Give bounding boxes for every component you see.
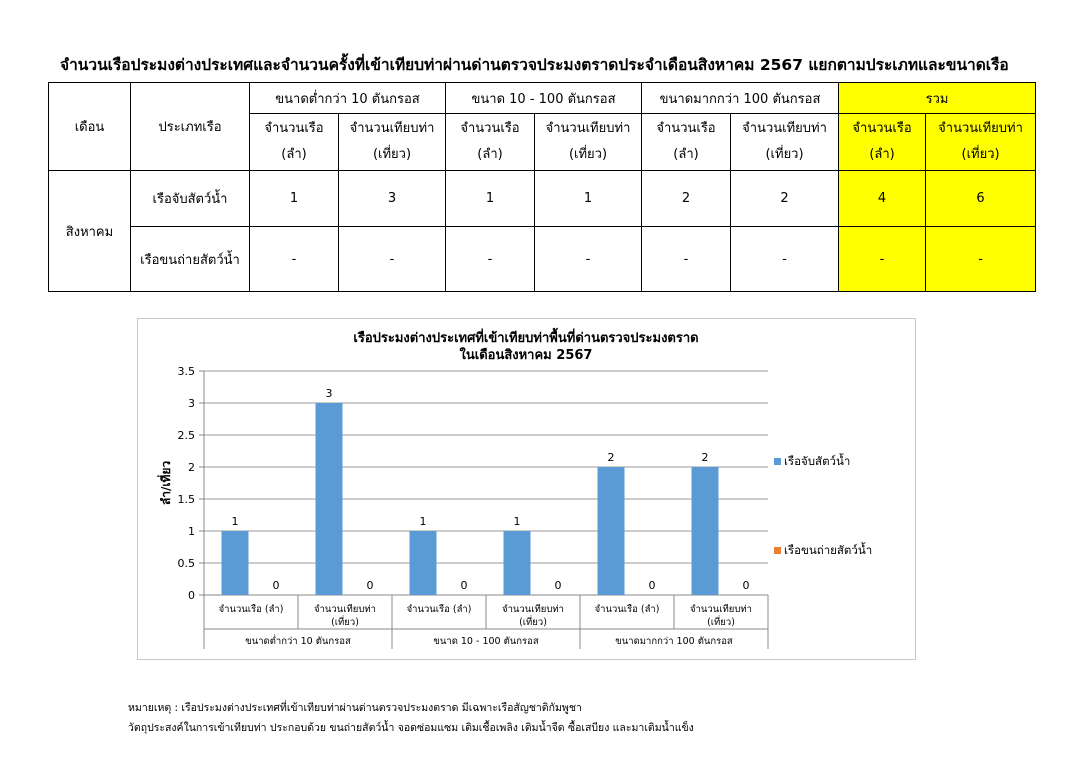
- subheader-trips: จำนวนเทียบท่า (เที่ยว): [731, 114, 839, 171]
- table-cell: -: [535, 227, 642, 292]
- y-tick-label: 2.5: [177, 429, 195, 442]
- table-cell: -: [446, 227, 535, 292]
- bar: [692, 467, 719, 595]
- x-tick-label: จำนวนเทียบท่า: [502, 604, 564, 615]
- table-cell: 2: [731, 171, 839, 227]
- x-tick-label: จำนวนเรือ (ลำ): [218, 604, 284, 615]
- chart-title: เรือประมงต่างประเทศที่เข้าเทียบท่าพื้นที่ด่านตรวจประมงตราด: [353, 331, 699, 346]
- group-label: ขนาด 10 - 100 ตันกรอส: [433, 636, 539, 647]
- table-cell: 1: [446, 171, 535, 227]
- data-label: 0: [366, 579, 374, 592]
- type-cell: เรือขนถ่ายสัตว์น้ำ: [131, 227, 250, 292]
- group-label: ขนาดต่ำกว่า 10 ตันกรอส: [245, 636, 351, 647]
- header-month: เดือน: [49, 83, 131, 171]
- total-cell: -: [839, 227, 926, 292]
- subheader-boats: จำนวนเรือ (ลำ): [642, 114, 731, 171]
- data-label: 2: [701, 451, 709, 464]
- note-line-1: หมายเหตุ : เรือประมงต่างประเทศที่เข้าเทียบท่าผ่านด่านตรวจประมงตราด มีเฉพาะเรือสัญชาติกัมพูชา: [128, 702, 582, 714]
- table-cell: 3: [339, 171, 446, 227]
- y-tick-label: 3: [188, 397, 195, 410]
- summary-table: [48, 82, 1036, 292]
- legend-label: เรือขนถ่ายสัตว์น้ำ: [784, 543, 873, 557]
- x-tick-label: จำนวนเรือ (ลำ): [406, 604, 472, 615]
- table-cell: 1: [250, 171, 339, 227]
- y-axis-label: ลำ/เที่ยว: [159, 460, 173, 506]
- bar: [316, 403, 343, 595]
- bar: [410, 531, 437, 595]
- total-cell: 6: [926, 171, 1036, 227]
- subheader-total-trips: จำนวนเทียบท่า (เที่ยว): [926, 114, 1036, 171]
- subheader-boats: จำนวนเรือ (ลำ): [250, 114, 339, 171]
- x-tick-label: (เที่ยว): [519, 617, 547, 628]
- table-cell: 1: [535, 171, 642, 227]
- chart-frame: [137, 318, 916, 660]
- data-label: 0: [648, 579, 656, 592]
- data-label: 2: [607, 451, 615, 464]
- subheader-boats: จำนวนเรือ (ลำ): [446, 114, 535, 171]
- data-label: 1: [231, 515, 239, 528]
- header-group-large: ขนาดมากกว่า 100 ตันกรอส: [642, 83, 839, 114]
- data-label: 3: [325, 387, 333, 400]
- table-cell: -: [642, 227, 731, 292]
- data-label: 1: [419, 515, 427, 528]
- header-group-medium: ขนาด 10 - 100 ตันกรอส: [446, 83, 642, 114]
- x-tick-label: จำนวนเรือ (ลำ): [594, 604, 660, 615]
- x-tick-label: (เที่ยว): [707, 617, 735, 628]
- legend-label: เรือจับสัตว์น้ำ: [784, 454, 851, 468]
- note-line-2: วัตถุประสงค์ในการเข้าเทียบท่า ประกอบด้วย ขนถ่ายสัตว์น้ำ จอดซ่อมแซม เติมเชื้อเพลิง เติมน้ำจืด ซื้อเสบียง และมาเติมน้ำแข็ง: [128, 722, 694, 734]
- y-tick-label: 3.5: [177, 365, 195, 378]
- chart-subtitle: ในเดือนสิงหาคม 2567: [459, 348, 593, 363]
- bar-chart: [138, 319, 915, 659]
- y-tick-label: 1: [188, 525, 195, 538]
- subheader-trips: จำนวนเทียบท่า (เที่ยว): [535, 114, 642, 171]
- bar: [598, 467, 625, 595]
- page-title: จำนวนเรือประมงต่างประเทศและจำนวนครั้งที่เข้าเทียบท่าผ่านด่านตรวจประมงตราดประจำเดือนสิงหาคม 2567 แยกตามประเภทและขนาดเรือ: [60, 56, 1009, 74]
- subheader-trips: จำนวนเทียบท่า (เที่ยว): [339, 114, 446, 171]
- y-tick-label: 0.5: [177, 557, 195, 570]
- y-tick-label: 2: [188, 461, 195, 474]
- subheader-total-boats: จำนวนเรือ (ลำ): [839, 114, 926, 171]
- x-tick-label: (เที่ยว): [331, 617, 359, 628]
- data-label: 1: [513, 515, 521, 528]
- x-tick-label: จำนวนเทียบท่า: [690, 604, 752, 615]
- month-cell: สิงหาคม: [49, 171, 131, 292]
- x-tick-label: จำนวนเทียบท่า: [314, 604, 376, 615]
- type-cell: เรือจับสัตว์น้ำ: [131, 171, 250, 227]
- table-cell: -: [731, 227, 839, 292]
- y-tick-label: 0: [188, 589, 195, 602]
- data-label: 0: [460, 579, 468, 592]
- header-type: ประเภทเรือ: [131, 83, 250, 171]
- legend-swatch: [774, 547, 781, 554]
- table-cell: -: [339, 227, 446, 292]
- group-label: ขนาดมากกว่า 100 ตันกรอส: [615, 636, 733, 647]
- header-group-small: ขนาดต่ำกว่า 10 ตันกรอส: [250, 83, 446, 114]
- y-tick-label: 1.5: [177, 493, 195, 506]
- legend-swatch: [774, 458, 781, 465]
- total-cell: -: [926, 227, 1036, 292]
- table-cell: -: [250, 227, 339, 292]
- table-cell: 2: [642, 171, 731, 227]
- data-label: 0: [554, 579, 562, 592]
- bar: [504, 531, 531, 595]
- bar: [222, 531, 249, 595]
- data-label: 0: [742, 579, 750, 592]
- total-cell: 4: [839, 171, 926, 227]
- header-group-total: รวม: [839, 83, 1036, 114]
- data-label: 0: [272, 579, 280, 592]
